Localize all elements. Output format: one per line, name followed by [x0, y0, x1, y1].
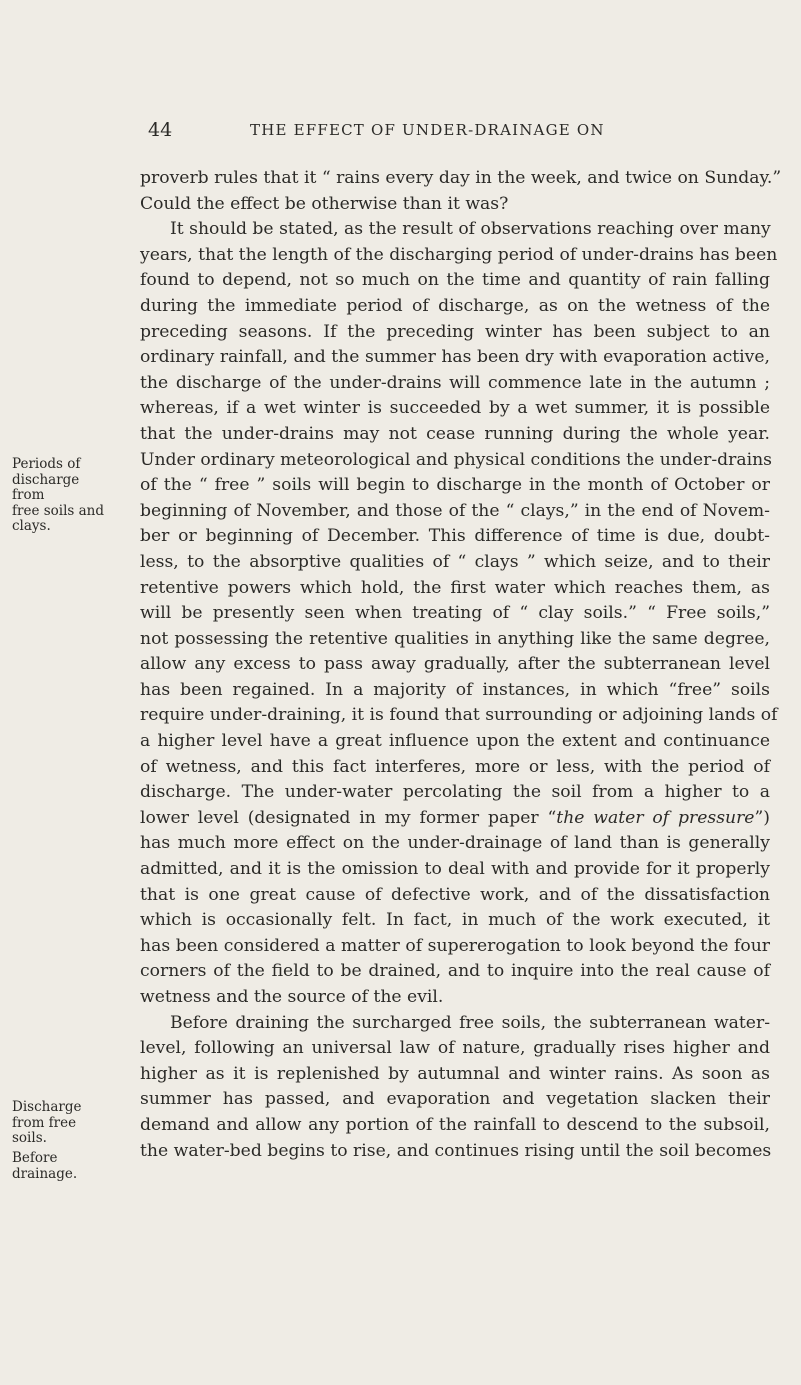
- text-line: whereas, if a wet winter is succeeded by a wet summer, it is possible: [140, 398, 770, 419]
- side-note-line: Discharge: [12, 1099, 82, 1115]
- text-line: during the immediate period of discharge, as on the wetness of the: [140, 295, 770, 316]
- page-header: [0, 119, 801, 149]
- text-line: ordinary rainfall, and the summer has been dry with evaporation active,: [140, 347, 770, 368]
- body-text: [140, 166, 782, 1164]
- text-line: require under-draining, it is found that surrounding or adjoining lands of: [140, 705, 778, 726]
- side-note-line: clays.: [12, 518, 51, 534]
- text-line: of the “ free ” soils will begin to discharge in the month of October or: [140, 475, 770, 496]
- text-line: of wetness, and this fact interferes, more or less, with the period of: [140, 756, 770, 777]
- side-note-line: free soils and: [12, 502, 105, 519]
- text-line: level, following an universal law of nature, gradually rises higher and: [140, 1038, 770, 1059]
- italic-title: the water of pressure: [556, 807, 755, 828]
- text-line: demand and allow any portion of the rainfall to descend to the subsoil,: [140, 1114, 770, 1135]
- text-line: has been regained. In a majority of instances, in which “free” soils: [140, 679, 770, 700]
- text-line: found to depend, not so much on the time and quantity of rain falling: [140, 270, 770, 291]
- text-line: It should be stated, as the result of observations reaching over many: [170, 219, 771, 240]
- side-note-before-drainage: [12, 1151, 108, 1182]
- side-note-line: discharge from: [12, 471, 80, 503]
- text-line: retentive powers which hold, the first water which reaches them, as: [140, 577, 770, 598]
- text-line: the discharge of the under-drains will commence late in the autumn ;: [140, 372, 770, 393]
- text-line: corners of the field to be drained, and to inquire into the real cause of: [140, 961, 770, 982]
- text-line: summer has passed, and evaporation and vegetation slacken their: [140, 1089, 770, 1110]
- text-line: that the under-drains may not cease running during the whole year.: [140, 423, 770, 444]
- text-line: ber or beginning of December. This difference of time is due, doubt-: [140, 526, 770, 547]
- text-line: higher as it is replenished by autumnal and winter rains. As soon as: [140, 1063, 770, 1084]
- page-number: 44: [148, 119, 173, 141]
- text-line: that is one great cause of defective work, and of the dissatisfaction: [140, 884, 770, 905]
- side-note-periods-of-discharge: [12, 457, 108, 535]
- side-note-line: drainage.: [12, 1165, 78, 1182]
- text-line: has much more effect on the under-drainage of land than is generally: [140, 833, 770, 854]
- text-line: which is occasionally felt. In fact, in much of the work executed, it: [140, 910, 770, 931]
- text-line: a higher level have a great influence upon the extent and continuance: [140, 731, 770, 752]
- text-line: Under ordinary meteorological and physical conditions the under-drains: [140, 449, 772, 470]
- text-fragment: ”): [754, 807, 770, 828]
- text-line: the water-bed begins to rise, and continues rising until the soil becomes: [140, 1140, 772, 1161]
- text-line: not possessing the retentive qualities in anything like the same degree,: [140, 628, 770, 649]
- text-line: proverb rules that it “ rains every day in the week, and twice on Sunday.”: [140, 168, 782, 188]
- text-line: admitted, and it is the omission to deal with and provide for it properly: [140, 859, 770, 880]
- text-line: Could the effect be otherwise than it was?: [140, 193, 509, 214]
- text-fragment: lower level (designated in my former paper “: [140, 807, 557, 828]
- text-line: beginning of November, and those of the “ clays,” in the end of Novem-: [140, 500, 770, 521]
- text-line: discharge. The under-water percolating the soil from a higher to a: [140, 782, 770, 803]
- text-line: allow any excess to pass away gradually, after the subterranean level: [140, 654, 770, 675]
- running-head: THE EFFECT OF UNDER-DRAINAGE ON: [250, 121, 605, 139]
- text-line: preceding seasons. If the preceding winter has been subject to an: [140, 321, 770, 342]
- text-line: years, that the length of the discharging period of under-drains has been: [140, 244, 778, 265]
- side-note-line: from free soils.: [12, 1114, 77, 1146]
- text-line: will be presently seen when treating of “ clay soils.” “ Free soils,”: [140, 603, 770, 624]
- text-line: less, to the absorptive qualities of “ clays ” which seize, and to their: [140, 551, 770, 572]
- text-line: has been considered a matter of supererogation to look beyond the four: [140, 935, 770, 956]
- side-note-line: Before: [12, 1150, 58, 1166]
- text-line: [140, 806, 770, 832]
- side-note-line: Periods of: [12, 456, 81, 472]
- text-line: Before draining the surcharged free soils, the subterranean water-: [170, 1012, 770, 1033]
- side-note-discharge-free-soils: [12, 1100, 108, 1147]
- text-line: wetness and the source of the evil.: [140, 987, 444, 1007]
